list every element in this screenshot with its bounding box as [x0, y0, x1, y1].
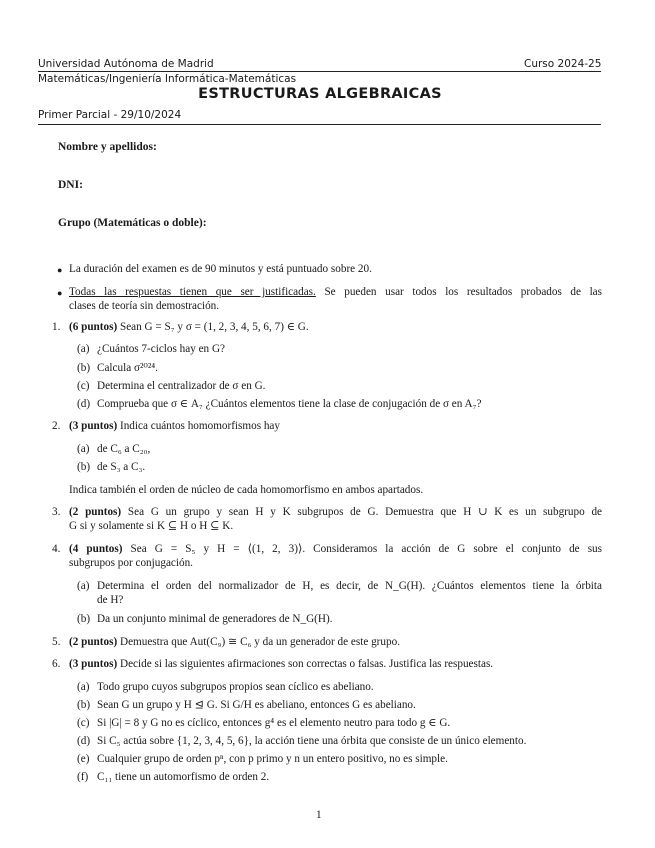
degree-name: Matemáticas/Ingeniería Informática-Matemáticas — [38, 73, 297, 85]
course-year: Curso 2024-25 — [524, 58, 602, 70]
header-rule-bottom — [38, 124, 601, 125]
q4-a-text2: de H? — [97, 594, 124, 606]
q5-statement — [69, 635, 400, 650]
q6-b-label: (b) — [77, 699, 91, 711]
q4-b-label: (b) — [77, 613, 91, 625]
page-title: ESTRUCTURAS ALGEBRAICAS — [198, 86, 442, 102]
q6-a-text: Todo grupo cuyos subgrupos propios sean cíclico es abeliano. — [97, 681, 374, 693]
q6-f-text: C₁₁ tiene un automorfismo de orden 2. — [97, 771, 270, 783]
q4-text: Sea G = S₅ y H = ⟨(1, 2, 3)⟩. Consideramos la acción de G sobre el conjunto de sus — [130, 543, 603, 555]
q1-b-label: (b) — [77, 362, 91, 374]
q3-points: (2 puntos) — [69, 506, 122, 518]
page-number: 1 — [316, 809, 322, 821]
q6-e-label: (e) — [77, 753, 90, 765]
q3-line2: G si y solamente si K ⊆ H o H ⊆ K. — [69, 520, 234, 532]
q2-a-text: de C₆ a C₂₀, — [97, 443, 151, 455]
q1-statement — [69, 320, 309, 335]
q1-a-text: ¿Cuántos 7-ciclos hay en G? — [97, 343, 225, 355]
name-field-label: Nombre y apellidos: — [58, 141, 157, 153]
bullet-icon: ● — [57, 265, 63, 275]
q5-text: Demuestra que Aut(C₉) ≅ C₆ y da un generador de este grupo. — [119, 636, 400, 648]
q2-number: 2. — [52, 420, 61, 432]
q2-statement — [69, 419, 280, 434]
q6-d-label: (d) — [77, 735, 91, 747]
instruction-justify-line2: clases de teoría sin demostración. — [69, 300, 220, 312]
university-name: Universidad Autónoma de Madrid — [38, 58, 214, 70]
q1-d-text: Comprueba que σ ∈ A₇ ¿Cuántos elementos tiene la clase de conjugación de σ en A₇? — [97, 398, 482, 410]
q2-b-label: (b) — [77, 461, 91, 473]
q2-points: (3 puntos) — [69, 420, 118, 432]
instruction-justify-line1 — [69, 285, 602, 300]
q5-number: 5. — [52, 636, 61, 648]
header-rule-top — [38, 71, 601, 72]
q4-line1 — [69, 542, 602, 557]
q1-c-text: Determina el centralizador de σ en G. — [97, 380, 266, 392]
q6-statement — [69, 657, 493, 672]
q1-d-label: (d) — [77, 398, 91, 410]
q4-points: (4 puntos) — [69, 543, 123, 555]
q6-f-label: (f) — [77, 771, 89, 783]
q1-number: 1. — [52, 321, 61, 333]
q1-b-text: Calcula σ²⁰²⁴. — [97, 362, 158, 374]
q6-b-text: Sean G un grupo y H ⊴ G. Si G/H es abeliano, entonces G es abeliano. — [97, 699, 416, 711]
q6-e-text: Cualquier grupo de orden pⁿ, con p primo y n un entero positivo, no es simple. — [97, 753, 448, 765]
q1-c-label: (c) — [77, 380, 90, 392]
q6-c-text: Si |G| = 8 y G no es cíclico, entonces g⁴ es el elemento neutro para todo g ∈ G. — [97, 717, 451, 729]
bullet-icon: ● — [57, 288, 63, 298]
q1-text: Sean G = S₇ y σ = (1, 2, 3, 4, 5, 6, 7) ∈ G. — [119, 321, 309, 333]
q6-a-label: (a) — [77, 681, 90, 693]
q4-a-text1: Determina el orden del normalizador de H, es decir, de N_G(H). ¿Cuántos elementos tiene la órbita — [97, 580, 602, 592]
q2-b-text: de S₃ a C₃. — [97, 461, 146, 473]
q5-points: (2 puntos) — [69, 636, 118, 648]
instruction-duration: La duración del examen es de 90 minutos y está puntuado sobre 20. — [69, 263, 372, 275]
q4-a-label: (a) — [77, 580, 90, 592]
q6-text: Decide si las siguientes afirmaciones son correctas o falsas. Justifica las respuestas. — [119, 658, 494, 670]
q2-a-label: (a) — [77, 443, 90, 455]
instruction-justify-rest: Se pueden usar todos los resultados probados de las — [324, 286, 603, 298]
q4-number: 4. — [52, 543, 61, 555]
exam-info: Primer Parcial - 29/10/2024 — [38, 109, 182, 121]
q4-b-text: Da un conjunto minimal de generadores de N_G(H). — [97, 613, 333, 625]
q6-d-text: Si C₅ actúa sobre {1, 2, 3, 4, 5, 6}, la acción tiene una órbita que consiste de un único elemento. — [97, 735, 527, 747]
q4-line2: subgrupos por conjugación. — [69, 557, 193, 569]
q2-extra: Indica también el orden de núcleo de cada homomorfismo en ambos apartados. — [69, 484, 424, 496]
q1-a-label: (a) — [77, 343, 90, 355]
q1-points: (6 puntos) — [69, 321, 118, 333]
q6-c-label: (c) — [77, 717, 90, 729]
q3-text: Sea G un grupo y sean H y K subgrupos de G. Demuestra que H ∪ K es un subgrupo de — [127, 506, 603, 518]
dni-field-label: DNI: — [58, 179, 83, 191]
q3-line1 — [69, 505, 602, 520]
q6-number: 6. — [52, 658, 61, 670]
q6-points: (3 puntos) — [69, 658, 118, 670]
q2-text: Indica cuántos homomorfismos hay — [119, 420, 280, 432]
q3-number: 3. — [52, 506, 61, 518]
instruction-justify-underlined: Todas las respuestas tienen que ser justificadas. — [69, 286, 316, 298]
group-field-label: Grupo (Matemáticas o doble): — [58, 217, 207, 229]
